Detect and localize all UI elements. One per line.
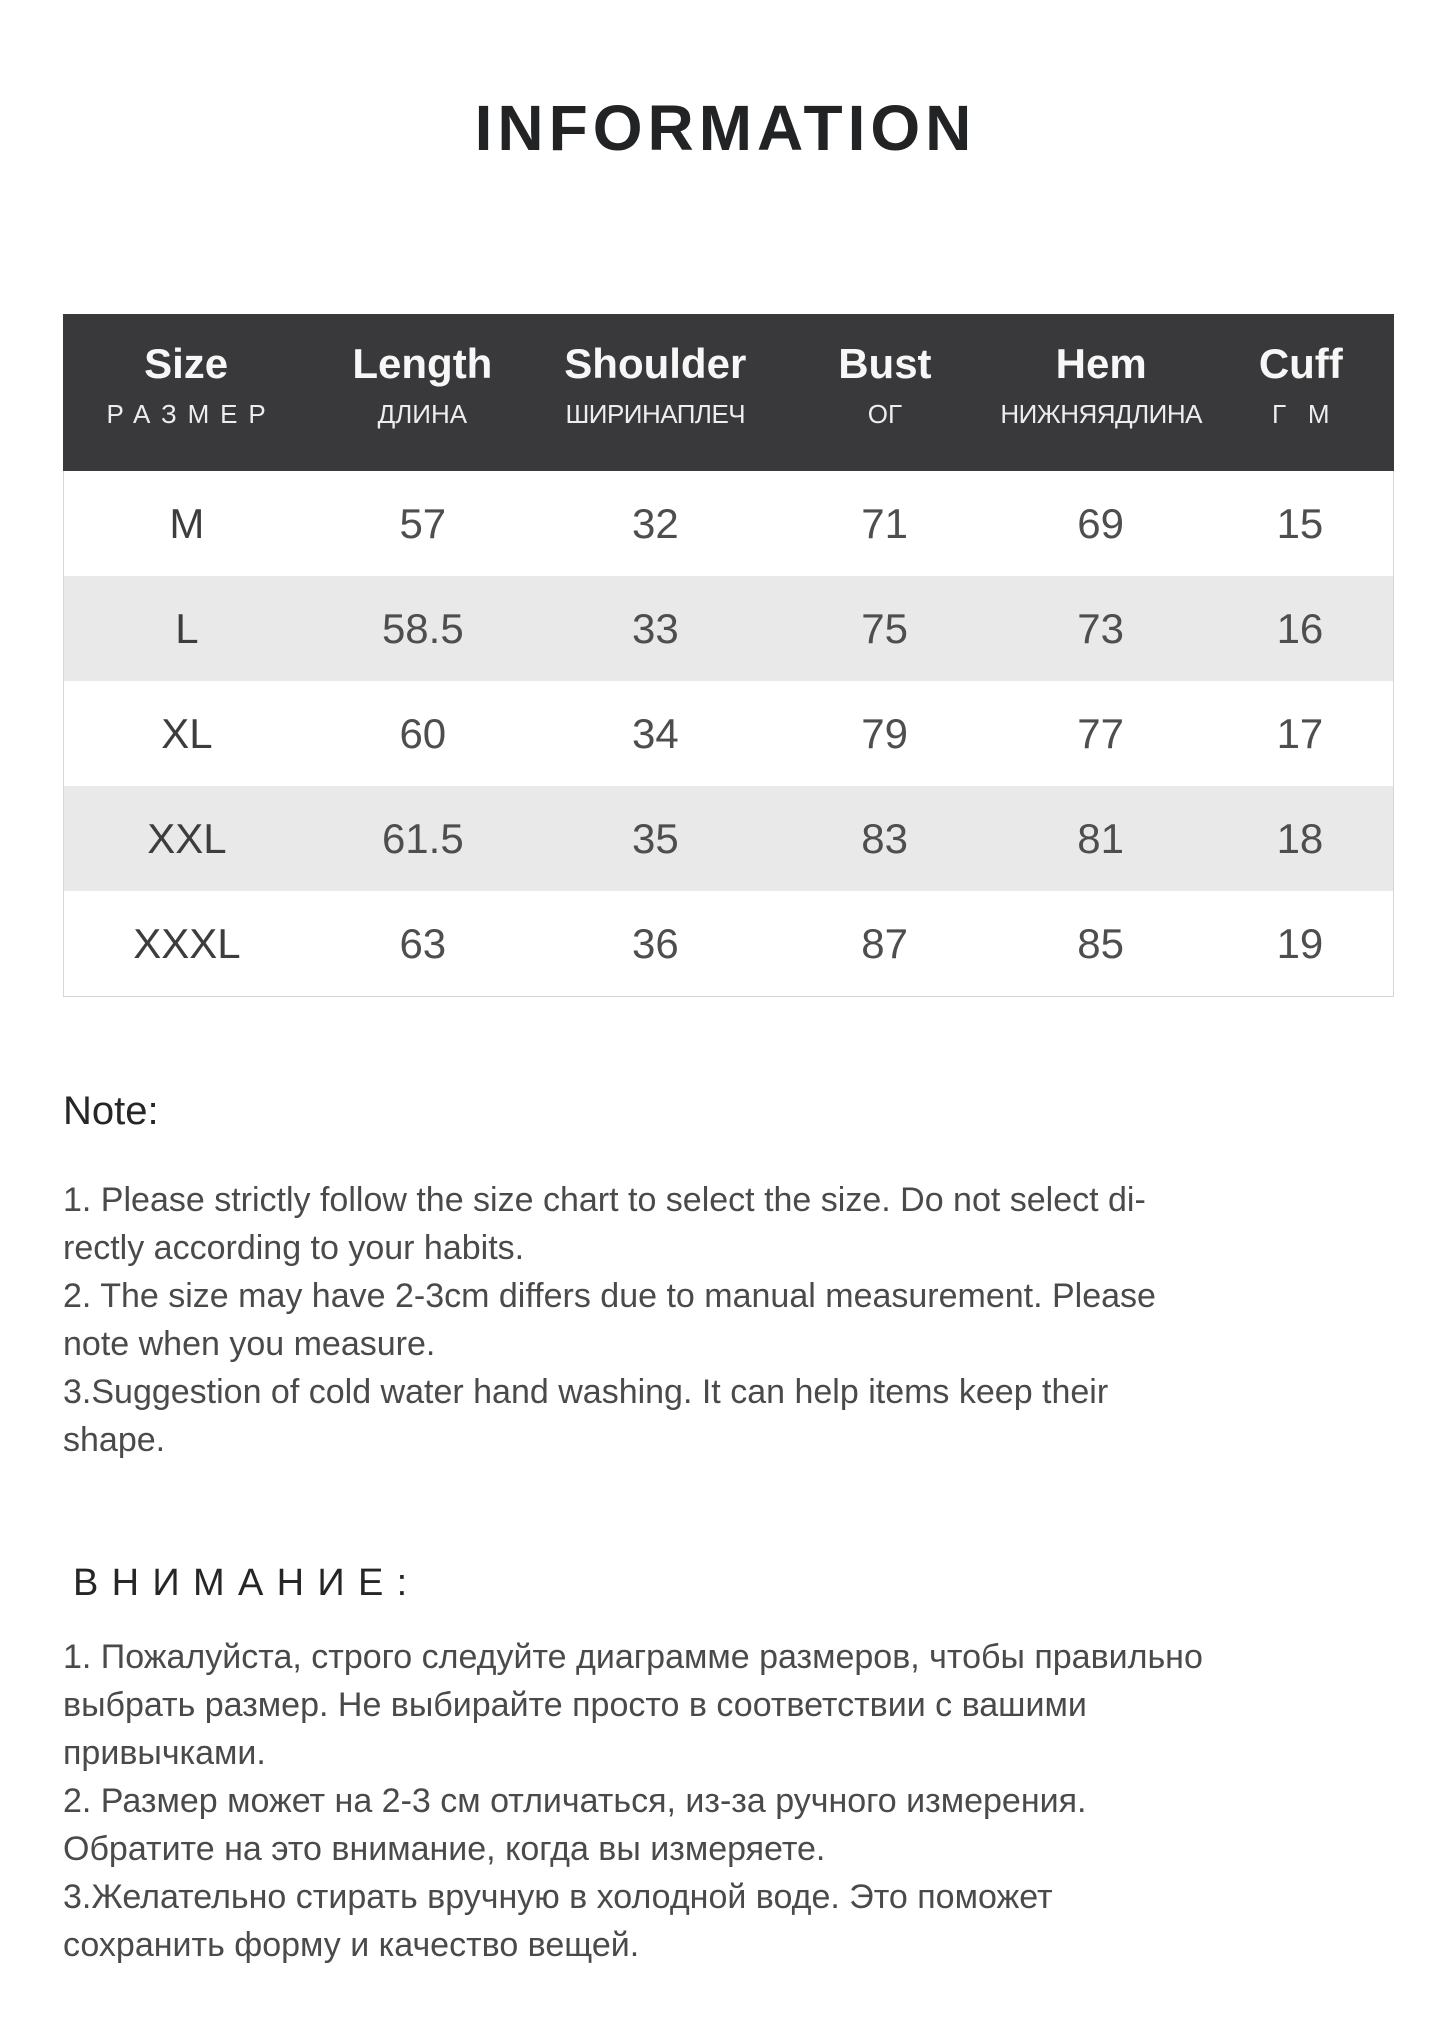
cell-shoulder: 34 <box>632 709 679 757</box>
cell-cuff: 18 <box>1276 814 1324 862</box>
cell-cuff: 15 <box>1276 499 1324 547</box>
cell-length: 61.5 <box>381 814 464 862</box>
note-en-1: 1. Please strictly follow the size chart to select the size. Do not select di- rectly according to your habits. <box>63 1181 1146 1267</box>
cell-shoulder: 36 <box>632 919 679 967</box>
notes-ru-heading: ВНИМАНИЕ: <box>73 1562 421 1604</box>
cell-cuff: 19 <box>1276 919 1324 967</box>
cell-hem: 81 <box>1077 814 1124 862</box>
table-row-m <box>64 471 1393 576</box>
cell-length: 58.5 <box>381 604 464 652</box>
cell-bust: 75 <box>861 604 908 652</box>
size-table-header <box>63 314 1394 471</box>
column-header-shoulder-en: Shoulder <box>564 340 747 387</box>
table-row-xl <box>64 681 1393 786</box>
note-en-3: 3.Suggestion of cold water hand washing. It can help items keep their shape. <box>63 1373 1109 1459</box>
note-ru-1: 1. Пожалуйста, строго следуйте диаграмме размеров, чтобы правильно выбрать размер. Не выбирайте просто в соответствии с вашими привычками. <box>63 1638 1203 1772</box>
cell-size: XXL <box>147 814 227 862</box>
column-header-cuff-ru: Г М <box>1272 399 1337 430</box>
note-en-2: 2. The size may have 2-3cm differs due to manual measurement. Please note when you measure. <box>63 1277 1156 1363</box>
cell-hem: 85 <box>1077 919 1124 967</box>
cell-length: 60 <box>399 709 447 757</box>
cell-length: 57 <box>399 499 447 547</box>
note-ru-2: 2. Размер может на 2-3 см отличаться, из-за ручного измерения. Обратите на это внимание, когда вы измеряете. <box>63 1782 1087 1868</box>
cell-bust: 87 <box>861 919 908 967</box>
cell-bust: 79 <box>861 709 908 757</box>
notes-section-en <box>63 1089 1393 1464</box>
column-header-size-en: Size <box>144 340 229 387</box>
cell-length: 63 <box>399 919 447 967</box>
cell-size: XXXL <box>133 919 241 967</box>
cell-bust: 83 <box>861 814 908 862</box>
cell-size: XL <box>161 709 213 757</box>
column-header-length-en: Length <box>352 340 493 387</box>
note-ru-3: 3.Желательно стирать вручную в холодной воде. Это поможет сохранить форму и качество вещей. <box>63 1878 1053 1964</box>
size-information-page <box>0 92 1445 2023</box>
cell-shoulder: 35 <box>632 814 679 862</box>
size-table-body <box>64 471 1393 996</box>
cell-hem: 77 <box>1077 709 1124 757</box>
table-row-l <box>64 576 1393 681</box>
column-header-cuff <box>1208 314 1394 471</box>
cell-hem: 73 <box>1077 604 1124 652</box>
column-header-bust <box>775 314 995 471</box>
page-title: INFORMATION <box>474 92 977 164</box>
column-header-bust-ru: ОГ <box>867 399 903 430</box>
column-header-bust-en: Bust <box>838 340 932 387</box>
cell-hem: 69 <box>1077 499 1124 547</box>
column-header-hem-ru: НИЖНЯЯДЛИНА <box>1000 399 1202 430</box>
column-header-cuff-en: Cuff <box>1258 340 1343 387</box>
notes-en-heading: Note: <box>63 1089 159 1133</box>
column-header-hem-en: Hem <box>1055 340 1147 387</box>
notes-section-ru <box>63 1562 1393 1969</box>
column-header-shoulder-ru: ШИРИНАПЛЕЧ <box>565 399 746 430</box>
column-header-hem <box>995 314 1208 471</box>
column-header-size <box>63 314 309 471</box>
cell-shoulder: 32 <box>632 499 679 547</box>
cell-shoulder: 33 <box>632 604 679 652</box>
cell-size: M <box>169 499 205 547</box>
table-row-xxl <box>64 786 1393 891</box>
column-header-length <box>309 314 535 471</box>
table-row-xxxl <box>64 891 1393 996</box>
cell-size: L <box>175 604 199 652</box>
size-table <box>63 314 1394 997</box>
column-header-shoulder <box>536 314 776 471</box>
column-header-length-ru: ДЛИНА <box>377 399 468 430</box>
column-header-size-ru: РАЗМЕР <box>106 399 277 430</box>
cell-bust: 71 <box>861 499 908 547</box>
cell-cuff: 17 <box>1276 709 1324 757</box>
cell-cuff: 16 <box>1276 604 1324 652</box>
